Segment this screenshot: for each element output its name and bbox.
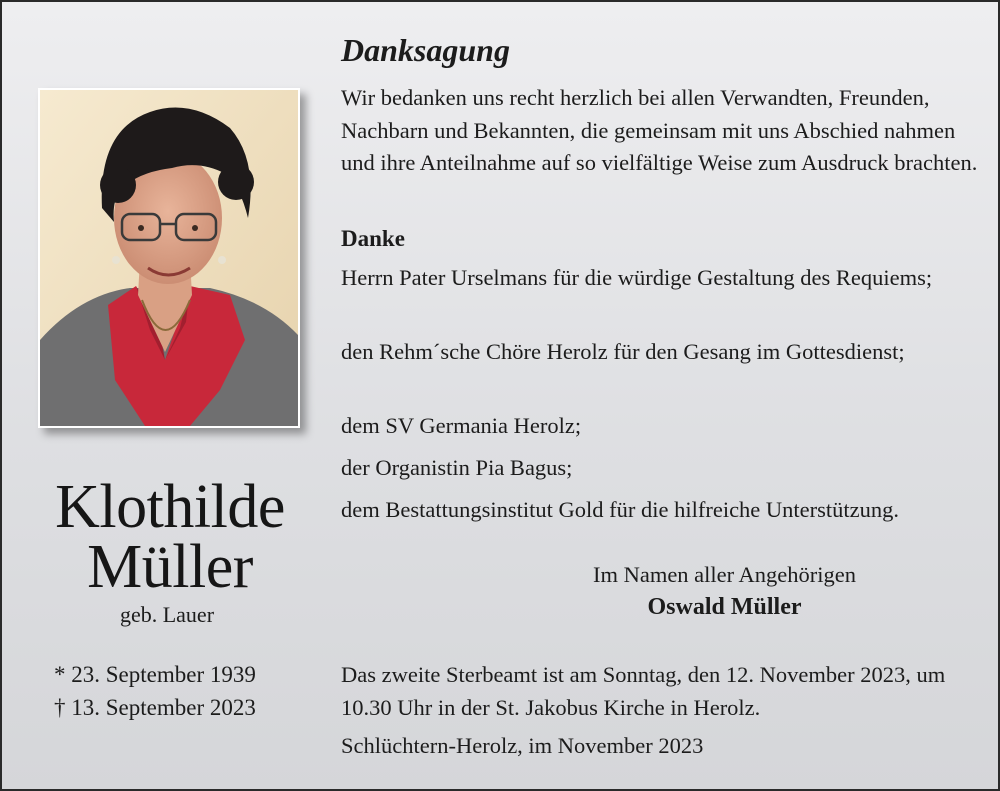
intro-text: Wir bedanken uns recht herzlich bei allen Verwandten, Freunden, Nachbarn und Bekannten, die gemeinsam mit uns Abschied nahmen und ihre Anteilnahme auf so vielfältige Weise zum Ausdruck brachten. xyxy=(341,85,978,175)
thanks-item: dem Bestattungsinstitut Gold für die hilfreiche Unterstützung. xyxy=(341,497,900,522)
portrait-photo xyxy=(38,88,300,428)
birth-date: * 23. September 1939 xyxy=(54,662,256,687)
danke-heading: Danke xyxy=(341,226,405,251)
mass-info: Das zweite Sterbeamt ist am Sonntag, den 12. November 2023, um 10.30 Uhr in der St. Jakobus Kirche in Herolz. xyxy=(341,662,946,720)
deceased-first-name: Klothilde xyxy=(55,473,285,541)
birth-name: geb. Lauer xyxy=(119,602,215,627)
deceased-last-name: Müller xyxy=(87,533,253,601)
place-and-date: Schlüchtern-Herolz, im November 2023 xyxy=(341,733,704,758)
signer-name: Oswald Müller xyxy=(647,594,802,620)
notice-heading: Danksagung xyxy=(341,32,510,68)
life-dates xyxy=(54,658,256,724)
thanks-item: der Organistin Pia Bagus; xyxy=(341,455,573,480)
death-date: † 13. September 2023 xyxy=(54,695,256,720)
on-behalf-line: Im Namen aller Angehörigen xyxy=(592,562,857,587)
thanks-item: dem SV Germania Herolz; xyxy=(341,413,582,438)
thanks-item: Herrn Pater Urselmans für die würdige Gestaltung des Requiems; xyxy=(341,265,933,290)
thanks-item: den Rehm´sche Chöre Herolz für den Gesang im Gottesdienst; xyxy=(341,339,905,364)
portrait-illustration xyxy=(40,90,298,426)
